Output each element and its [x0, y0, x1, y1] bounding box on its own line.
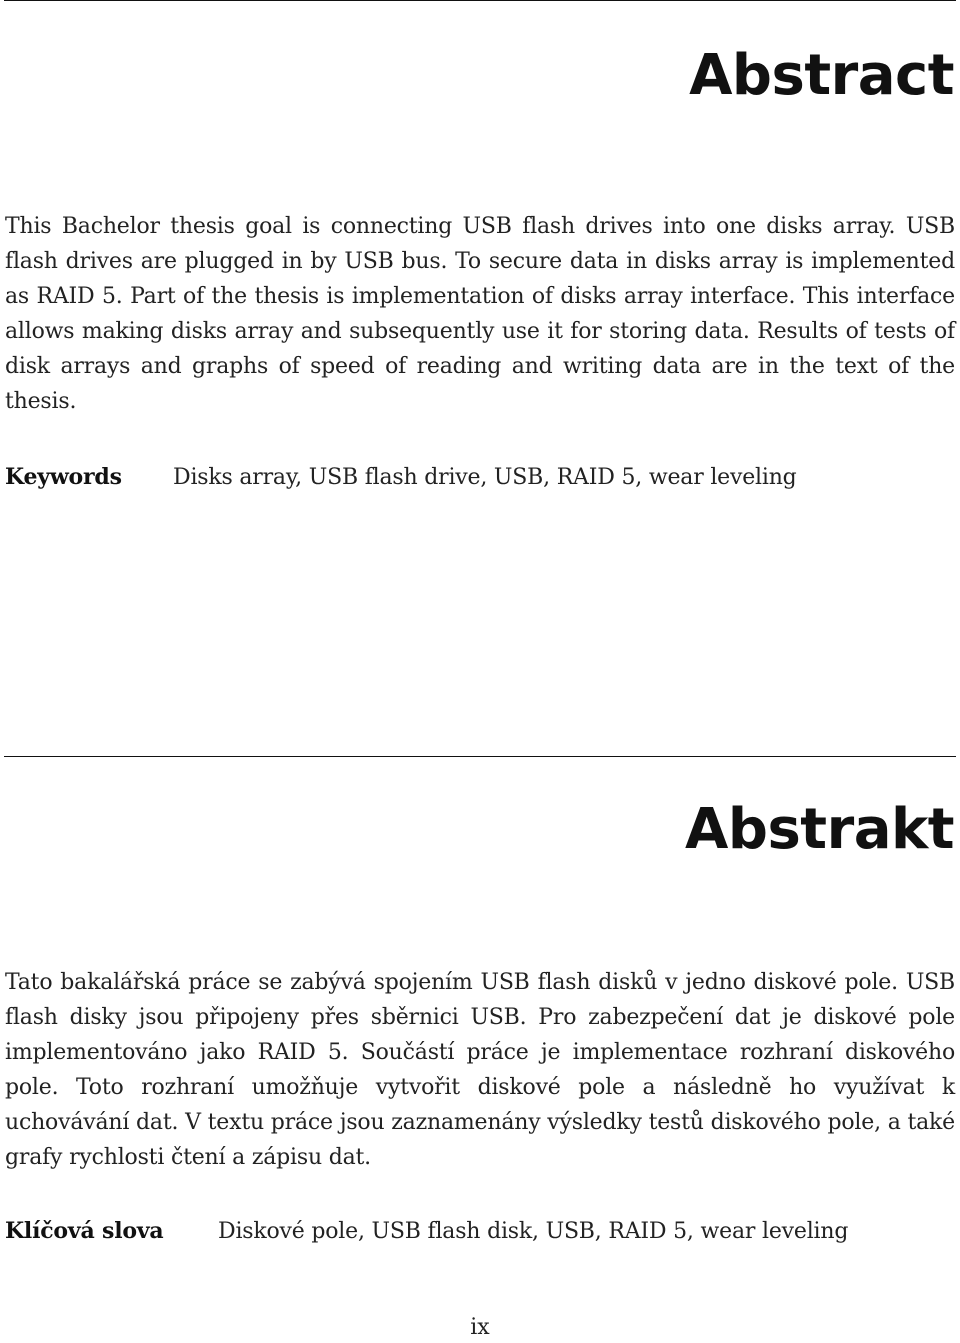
abstrakt-paragraph: Tato bakalářská práce se zabývá spojením USB flash disků v jedno diskové pole. USB flash disky jsou připojeny přes sběrnici USB. Pro zabezpečení dat je diskové pole implementováno jako RAID 5. Součástí práce je implementace rozhraní diskového pole. Toto rozhraní umožňuje vytvořit diskové pole a následně ho využívat k uchovávání dat. V textu práce jsou zaznamenány výsledky testů diskového pole, a také grafy rychlosti čtení a zápisu dat.: [5, 970, 955, 1170]
top-divider: [4, 0, 956, 1]
page-number: ix: [470, 1315, 490, 1340]
keywords-line: [5, 460, 797, 495]
abstract-paragraph: This Bachelor thesis goal is connecting USB flash drives into one disks array. USB flash drives are plugged in by USB bus. To secure data in disks array is implemented as RAID 5. Part of the thesis is implementation of disks array interface. This interface allows making disks array and subsequently use it for storing data. Results of tests of disk arrays and graphs of speed of reading and writing data are in the text of the thesis.: [5, 214, 955, 414]
klicova-slova-line: [5, 1214, 848, 1249]
keywords-text: Disks array, USB flash drive, USB, RAID 5, wear leveling: [173, 465, 797, 490]
keywords-label: Keywords: [5, 464, 122, 490]
section-divider: [4, 756, 956, 757]
klicova-slova-text: Diskové pole, USB flash disk, USB, RAID 5, wear leveling: [218, 1219, 849, 1244]
abstract-heading: Abstract: [689, 43, 954, 108]
klicova-slova-label: Klíčová slova: [5, 1218, 164, 1244]
abstrakt-heading: Abstrakt: [685, 797, 954, 862]
